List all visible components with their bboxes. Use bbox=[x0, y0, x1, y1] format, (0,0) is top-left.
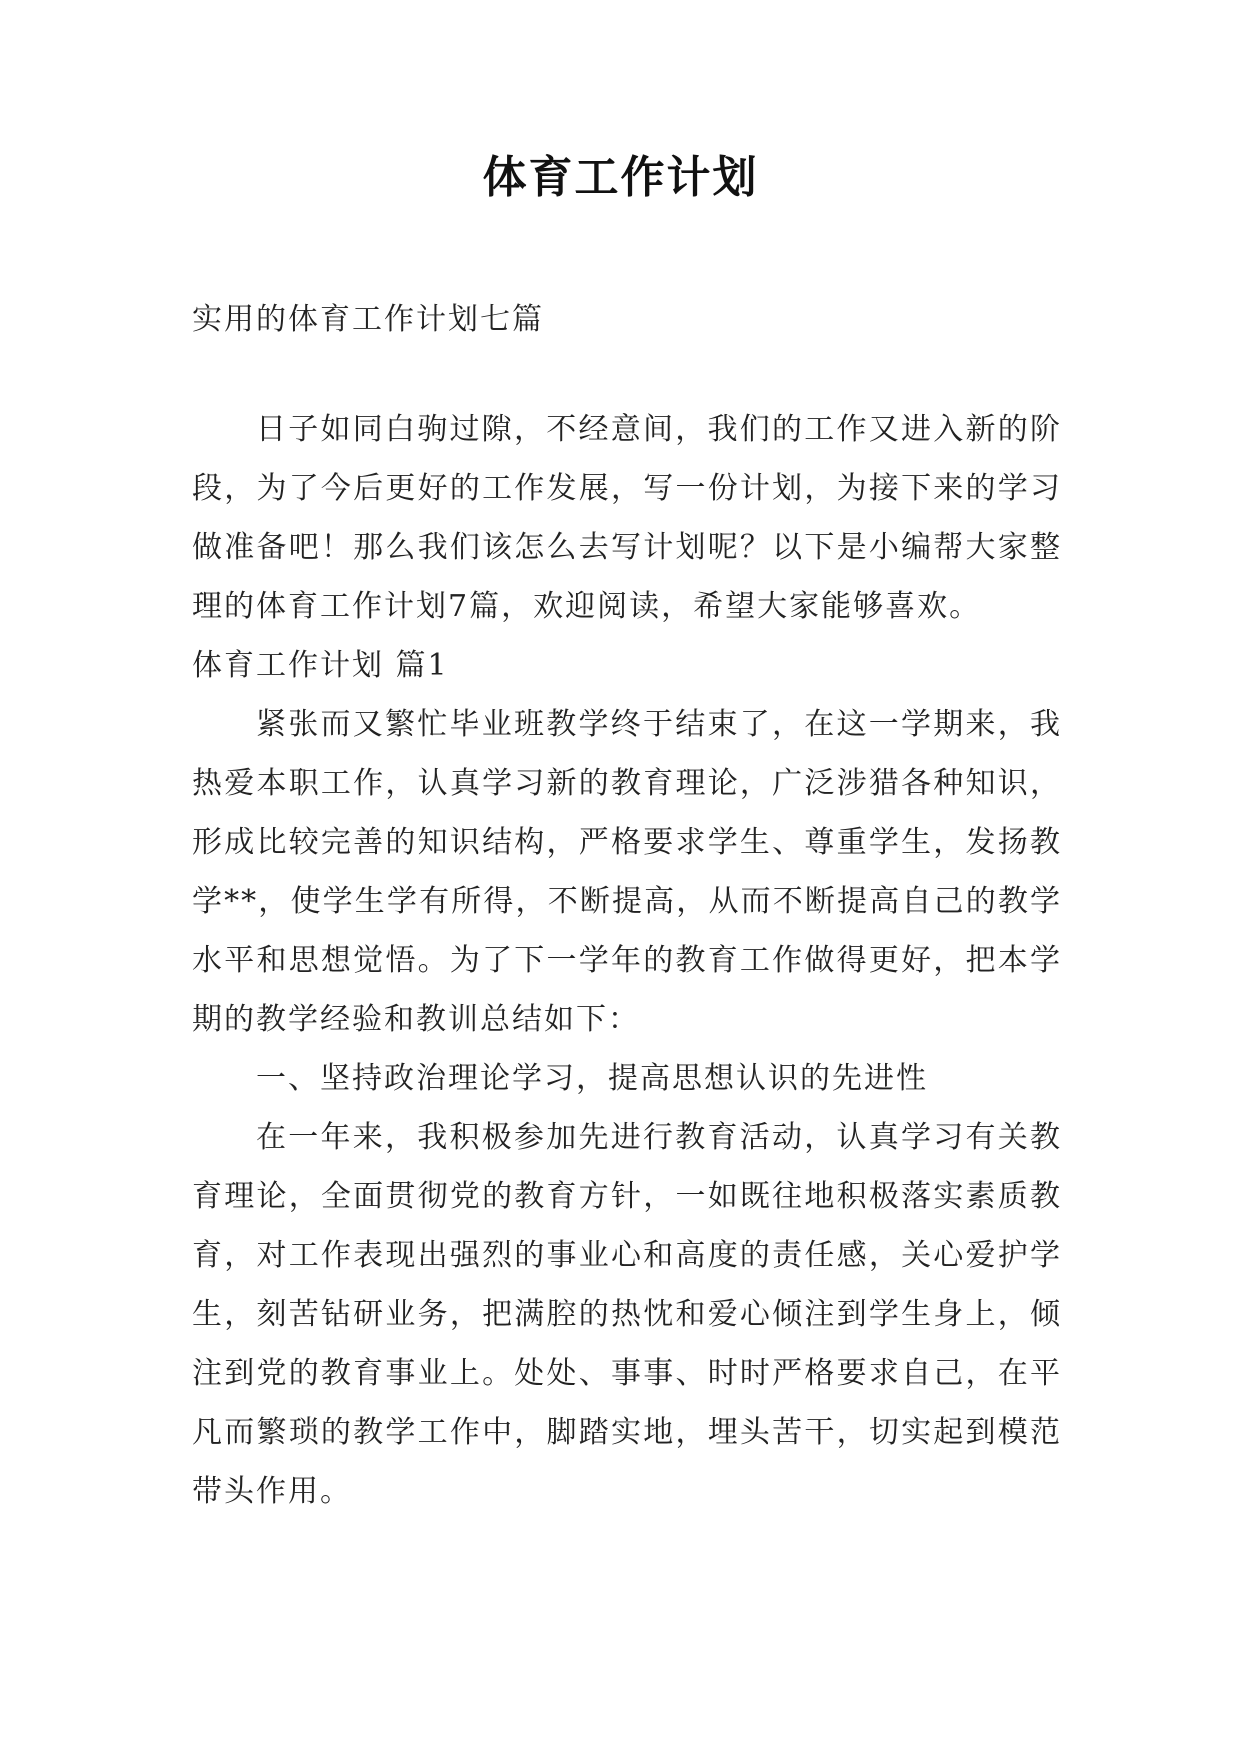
document-subtitle: 实用的体育工作计划七篇 bbox=[192, 302, 544, 337]
paragraph-2: 在一年来，我积极参加先进行教育活动，认真学习有关教育理论，全面贯彻党的教育方针，一如既往地积极落实素质教育，对工作表现出强烈的事业心和高度的责任感，关心爱护学生，刻苦钻研业务，把满腔的热忱和爱心倾注到学生身上，倾注到党的教育事业上。处处、事事、时时严格要求自己，在平凡而繁琐的教学工作中，脚踏实地，埋头苦干，切实起到模范带头作用。 bbox=[192, 1120, 1062, 1509]
document-title: 体育工作计划 bbox=[482, 152, 759, 203]
document-body bbox=[192, 290, 1062, 1521]
section-heading: 体育工作计划 篇1 bbox=[192, 648, 449, 683]
paragraph-1: 紧张而又繁忙毕业班教学终于结束了，在这一学期来，我热爱本职工作，认真学习新的教育理论，广泛涉猎各种知识，形成比较完善的知识结构，严格要求学生、尊重学生，发扬教学**，使学生学有所得，不断提高，从而不断提高自己的教学水平和思想觉悟。为了下一学年的教育工作做得更好，把本学期的教学经验和教训总结如下： bbox=[192, 707, 1062, 1037]
intro-paragraph: 日子如同白驹过隙，不经意间，我们的工作又进入新的阶段，为了今后更好的工作发展，写一份计划，为接下来的学习做准备吧！那么我们该怎么去写计划呢？以下是小编帮大家整理的体育工作计划7篇，欢迎阅读，希望大家能够喜欢。 bbox=[192, 412, 1062, 624]
point-heading: 一、坚持政治理论学习，提高思想认识的先进性 bbox=[256, 1061, 928, 1096]
